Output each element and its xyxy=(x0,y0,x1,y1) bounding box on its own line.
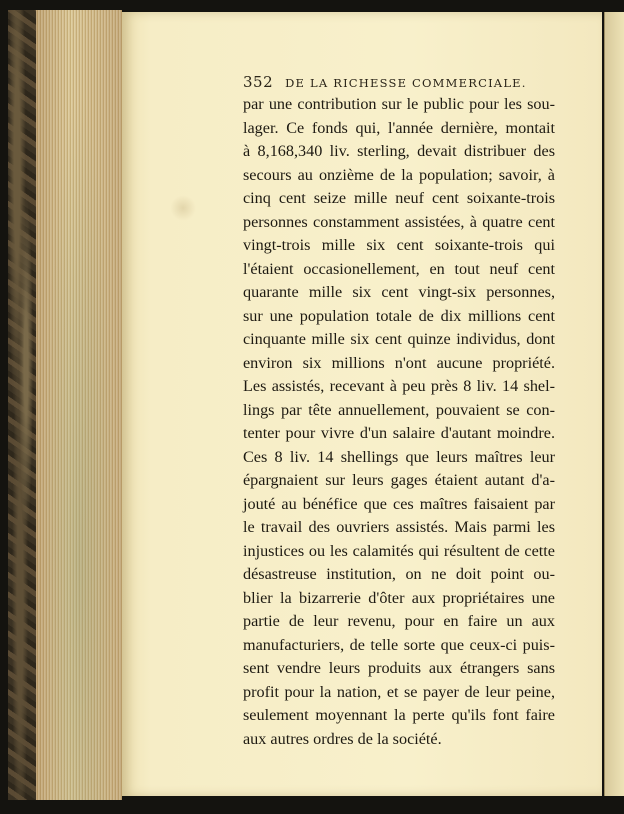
text-line: lings par tête annuellement, pouvaient se con- xyxy=(243,400,555,419)
text-line: partie de leur revenu, pour en faire un aux xyxy=(243,612,555,630)
text-line: secours au onzième de la population; savoir, à xyxy=(243,165,555,184)
text-line: manufacturiers, de telle sorte que ceux-ci puis- xyxy=(243,635,555,654)
text-line: Les assistés, recevant à peu près 8 liv. 14 shel- xyxy=(243,377,555,395)
marbled-cover xyxy=(8,10,39,800)
foxing-spot xyxy=(170,195,196,221)
text-line: quarante mille six cent vingt-six personnes, xyxy=(243,283,555,301)
text-line: profit pour la nation, et se payer de leur peine, xyxy=(243,682,555,701)
text-line: épargnaient sur leurs gages étaient autant d'a- xyxy=(243,471,555,489)
text-line: seulement moyennant la perte qu'ils font faire xyxy=(243,706,555,724)
text-line: sur une population totale de dix millions cent xyxy=(243,306,555,325)
text-line: blier la bizarrerie d'ôter aux propriétaires une xyxy=(243,588,555,607)
text-line: lager. Ce fonds qui, l'année dernière, montait xyxy=(243,118,555,137)
text-line: injustices ou les calamités qui résultent de cette xyxy=(243,541,555,560)
text-line: cinq cent seize mille neuf cent soixante-trois xyxy=(243,189,555,207)
facing-page-edge xyxy=(604,12,624,796)
text-line: Ces 8 liv. 14 shellings que leurs maîtres leur xyxy=(243,447,555,466)
text-line: par une contribution sur le public pour les sou- xyxy=(243,95,555,113)
page-number: 352 xyxy=(243,73,274,91)
text-line: à 8,168,340 liv. sterling, devait distribuer des xyxy=(243,142,555,160)
text-line: cinquante mille six cent quinze individus, dont xyxy=(243,330,555,348)
running-header xyxy=(243,73,527,91)
running-title: DE LA RICHESSE COMMERCIALE. xyxy=(285,76,527,90)
text-line: tenter pour vivre d'un salaire d'autant moindre. xyxy=(243,424,555,442)
text-line: l'étaient occasionellement, en tout neuf cent xyxy=(243,259,555,278)
text-line: aux autres ordres de la société. xyxy=(243,729,442,748)
text-line: environ six millions n'ont aucune propriété. xyxy=(243,353,555,372)
text-line: vingt-trois mille six cent soixante-trois qui xyxy=(243,236,555,254)
text-line: personnes constamment assistées, à quatre cent xyxy=(243,212,555,231)
page-edges xyxy=(36,10,122,800)
text-line: désastreuse institution, on ne doit point ou- xyxy=(243,565,555,583)
body-text xyxy=(243,93,555,751)
text-line: le travail des ouvriers assistés. Mais parmi les xyxy=(243,518,555,536)
text-line: jouté au bénéfice que ces maîtres faisaient par xyxy=(243,494,555,513)
text-line: sent vendre leurs produits aux étrangers sans xyxy=(243,659,555,677)
